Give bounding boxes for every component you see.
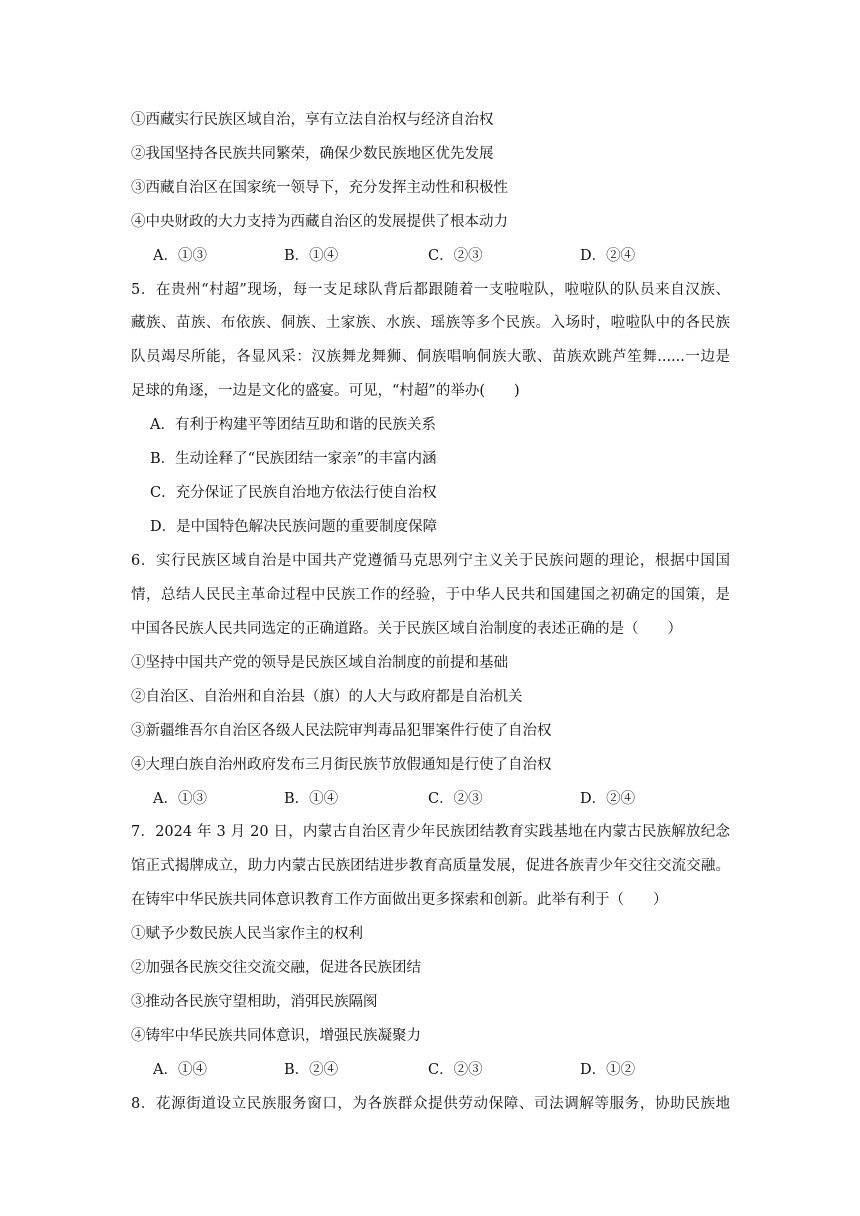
q6-option-d[interactable]: D．②④ <box>580 791 636 807</box>
q6-stem-line-1: 6．实行民族区域自治是中国共产党遵循马克思列宁主义关于民族问题的理论，根据中国国 <box>131 553 730 569</box>
q7-statement-1: ①赋予少数民族人民当家作主的权利 <box>131 926 363 942</box>
q4-option-b[interactable]: B．①④ <box>284 248 339 264</box>
q5-stem-line-4: 足球的角逐，一边是文化的盛宴。可见，“村超”的举办( ) <box>131 383 520 399</box>
q7-stem-line-1: 7．2024 年 3 月 20 日，内蒙古自治区青少年民族团结教育实践基地在内蒙古民族解放纪念 <box>131 824 730 840</box>
q7-statement-4: ④铸牢中华民族共同体意识，增强民族凝聚力 <box>131 1028 421 1044</box>
q4-option-c[interactable]: C．②③ <box>428 248 483 264</box>
q6-option-a[interactable]: A．①③ <box>153 791 207 807</box>
q6-option-c[interactable]: C．②③ <box>428 791 483 807</box>
q5-stem-line-3: 队员竭尽所能，各显风采：汉族舞龙舞狮、侗族唱响侗族大歌、苗族欢跳芦笙舞......一边是 <box>131 349 730 365</box>
q6-stem-line-2: 情，总结人民民主革命过程中民族工作的经验，于中华人民共和国建国之初确定的国策，是 <box>131 587 730 603</box>
q7-option-b[interactable]: B．②④ <box>284 1062 339 1078</box>
q4-option-a[interactable]: A．①③ <box>153 248 207 264</box>
q5-choice-c[interactable]: C．充分保证了民族自治地方依法行使自治权 <box>150 485 437 501</box>
q7-stem-line-2: 馆正式揭牌成立，助力内蒙古民族团结进步教育高质量发展，促进各族青少年交往交流交融。 <box>131 858 730 874</box>
q4-statement-1: ①西藏实行民族区域自治，享有立法自治权与经济自治权 <box>131 112 494 128</box>
q5-choice-a[interactable]: A．有利于构建平等团结互助和谐的民族关系 <box>150 417 436 433</box>
q6-option-b[interactable]: B．①④ <box>284 791 339 807</box>
q7-stem-line-3: 在铸牢中华民族共同体意识教育工作方面做出更多探索和创新。此举有利于（ ） <box>131 892 668 908</box>
q6-stem-line-3: 中国各民族人民共同选定的正确道路。关于民族区域自治制度的表述正确的是（ ） <box>131 621 682 637</box>
q4-statement-3: ③西藏自治区在国家统一领导下，充分发挥主动性和积极性 <box>131 180 508 196</box>
q5-stem-line-1: 5．在贵州“村超”现场，每一支足球队背后都跟随着一支啦啦队，啦啦队的队员来自汉族、 <box>131 282 730 298</box>
q8-stem-line-1: 8．花源街道设立民族服务窗口，为各族群众提供劳动保障、司法调解等服务，协助民族地 <box>131 1096 730 1112</box>
q7-options <box>153 1060 753 1080</box>
q6-statement-3: ③新疆维吾尔自治区各级人民法院审判毒品犯罪案件行使了自治权 <box>131 723 552 739</box>
q5-stem-line-2: 藏族、苗族、布依族、侗族、土家族、水族、瑶族等多个民族。入场时，啦啦队中的各民族 <box>131 315 730 331</box>
q4-option-d[interactable]: D．②④ <box>580 248 636 264</box>
q4-options <box>153 246 753 266</box>
q7-option-a[interactable]: A．①④ <box>153 1062 207 1078</box>
q7-statement-3: ③推动各民族守望相助，消弭民族隔阂 <box>131 994 378 1010</box>
q5-choice-d[interactable]: D．是中国特色解决民族问题的重要制度保障 <box>150 519 438 535</box>
q7-option-d[interactable]: D．①② <box>580 1062 636 1078</box>
q6-statement-2: ②自治区、自治州和自治县（旗）的人大与政府都是自治机关 <box>131 689 523 705</box>
q4-statement-4: ④中央财政的大力支持为西藏自治区的发展提供了根本动力 <box>131 214 508 230</box>
q6-statement-4: ④大理白族自治州政府发布三月街民族节放假通知是行使了自治权 <box>131 757 552 773</box>
q4-statement-2: ②我国坚持各民族共同繁荣，确保少数民族地区优先发展 <box>131 146 494 162</box>
q6-statement-1: ①坚持中国共产党的领导是民族区域自治制度的前提和基础 <box>131 655 508 671</box>
q7-statement-2: ②加强各民族交往交流交融，促进各民族团结 <box>131 960 421 976</box>
q7-option-c[interactable]: C．②③ <box>428 1062 483 1078</box>
q6-options <box>153 789 753 809</box>
q5-choice-b[interactable]: B．生动诠释了“民族团结一家亲”的丰富内涵 <box>150 451 437 467</box>
